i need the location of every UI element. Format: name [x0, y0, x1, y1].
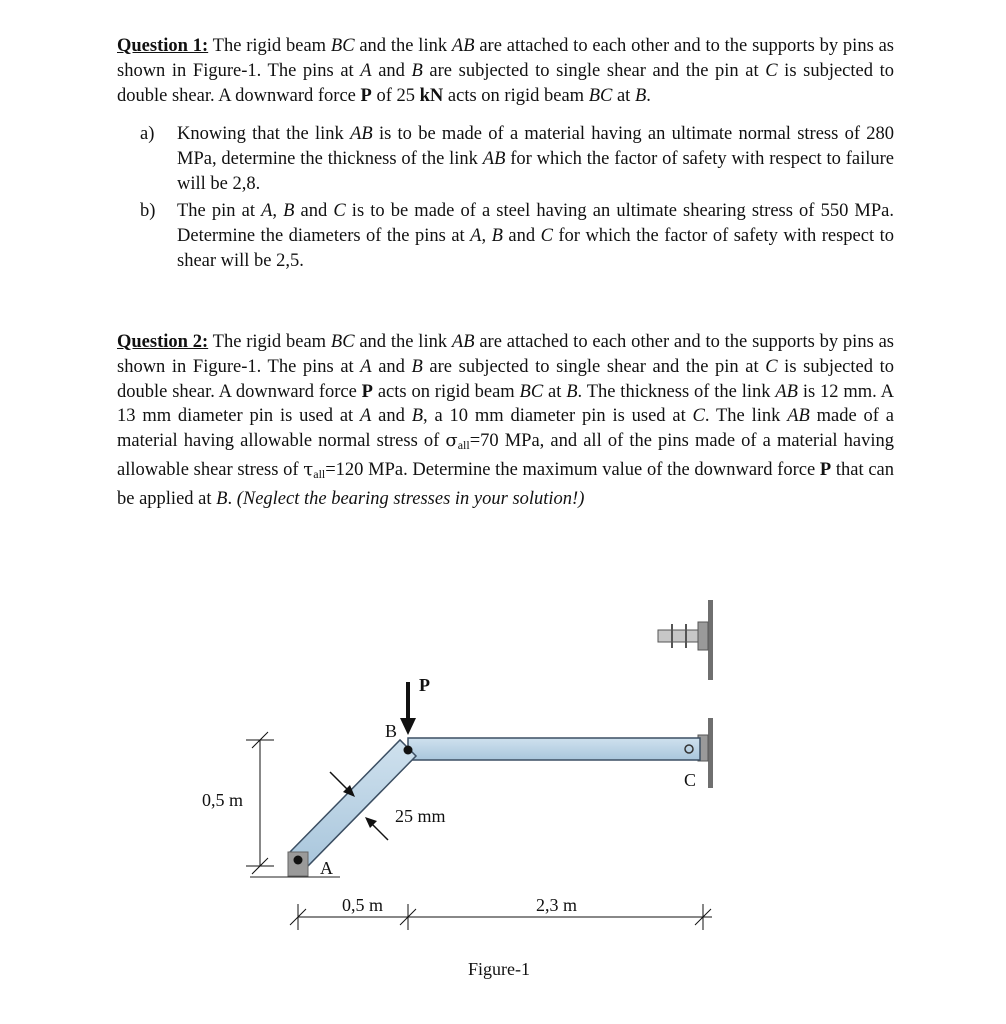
text-run: is subjected to double shear. A downward force: [117, 60, 894, 106]
text-run: B: [411, 406, 424, 427]
pin-a: [294, 856, 303, 865]
text-run: BC: [519, 381, 544, 402]
text-run: are attached to each other and to the supports by pins as shown in Figure-1. The pins at: [117, 36, 894, 81]
text-run: P: [361, 381, 373, 402]
text-run: AB: [350, 124, 373, 144]
text-run: are subjected to single shear and the pin at: [422, 60, 766, 81]
text-run: (Neglect the bearing stresses in your solution!): [236, 488, 585, 509]
list-marker: b): [140, 201, 156, 221]
question-1-part-a: [140, 122, 894, 196]
force-p-arrow: [400, 682, 416, 735]
text-run: AB: [482, 148, 506, 169]
text-run: The rigid beam: [208, 332, 331, 352]
text-run: B: [283, 201, 295, 221]
text-run: . The link: [704, 406, 788, 427]
text-run: C: [765, 60, 778, 81]
question-1-part-b: [140, 199, 894, 273]
beam-bc: [408, 738, 700, 760]
text-run: AB: [775, 381, 798, 402]
part-b-text: [177, 199, 894, 273]
horizontal-ab-label: 0,5 m: [342, 895, 384, 915]
text-run: B: [634, 85, 647, 106]
point-a-label: A: [320, 858, 333, 878]
text-run: and: [371, 60, 412, 81]
subscript: all: [313, 466, 326, 481]
text-run: is to be made of a material having an ultimate normal stress of 280 MPa, determine the thickness of the link: [177, 124, 894, 169]
text-run: C: [692, 406, 705, 427]
text-run: The rigid beam: [208, 36, 331, 56]
sigma-symbol: σ: [445, 430, 458, 452]
text-run: at: [543, 381, 567, 402]
text-run: and: [294, 201, 334, 221]
text-run: The pin at: [177, 201, 262, 221]
text-run: .: [646, 85, 651, 106]
text-run: is to be made of a steel having an ultimate shearing stress of 550 MPa. Determine the diameters of the pins at: [177, 201, 894, 246]
question-1-label: Question 1:: [117, 36, 209, 56]
wall-plate: [708, 600, 713, 680]
text-run: of 25: [371, 85, 420, 106]
text-run: acts on rigid beam: [443, 85, 589, 106]
text-run: B: [216, 488, 228, 509]
text-run: AB: [451, 332, 475, 352]
text-run: .: [227, 488, 237, 509]
text-run: P: [360, 85, 372, 106]
text-run: A: [360, 356, 372, 377]
text-run: . The thickness of the link: [577, 381, 776, 402]
text-run: B: [566, 381, 578, 402]
text-run: and: [371, 406, 412, 427]
beam-end-detail: [658, 630, 698, 642]
text-run: B: [491, 225, 503, 246]
text-run: and: [502, 225, 541, 246]
text-run: A: [261, 201, 273, 221]
text-run: kN: [419, 85, 444, 106]
text-run: and the link: [354, 332, 452, 352]
tau-symbol: τ: [303, 458, 314, 480]
text-run: at: [612, 85, 635, 106]
text-run: A: [360, 60, 372, 81]
question-1-paragraph: [117, 34, 894, 108]
text-run: B: [411, 356, 423, 377]
pin-b: [404, 746, 413, 755]
text-run: AB: [451, 36, 475, 56]
text-run: BC: [588, 85, 613, 106]
force-label: P: [419, 675, 430, 695]
wall-plate: [708, 718, 713, 788]
support-c-detail: [658, 600, 713, 680]
text-run: is subjected to double shear. A downward force: [117, 356, 894, 402]
point-b-label: B: [385, 721, 398, 741]
text-run: B: [411, 60, 423, 81]
text-run: is 12 mm. A 13 mm diameter pin is used at: [117, 381, 894, 427]
text-run: C: [333, 201, 346, 221]
text-run: BC: [330, 36, 355, 56]
text-run: made of a material having allowable normal stress of: [117, 406, 894, 452]
horizontal-bc-label: 2,3 m: [536, 895, 578, 915]
text-run: =70 MPa, and all of the pins made of a material having allowable shear stress of: [117, 431, 895, 480]
list-marker: a): [140, 124, 155, 144]
height-dimension-label: 0,5 m: [202, 790, 244, 810]
text-run: A: [470, 225, 482, 246]
text-run: =120 MPa. Determine the maximum value of the downward force: [325, 459, 820, 480]
text-run: ,: [272, 201, 284, 221]
text-run: are subjected to single shear and the pin at: [422, 356, 766, 377]
point-c-label: C: [684, 770, 697, 790]
text-run: C: [765, 356, 778, 377]
bracket: [698, 622, 708, 650]
text-run: , a 10 mm diameter pin is used at: [423, 406, 693, 427]
text-run: acts on rigid beam: [372, 381, 520, 402]
text-run: Knowing that the link: [177, 124, 351, 144]
figure-caption: Figure-1: [468, 959, 530, 979]
text-run: C: [540, 225, 553, 246]
subscript: all: [457, 438, 470, 453]
text-run: and: [371, 356, 412, 377]
text-run: that can be applied at: [117, 459, 895, 509]
text-run: A: [360, 406, 372, 427]
text-run: BC: [330, 332, 355, 352]
link-width-label: 25 mm: [395, 806, 446, 826]
text-run: ,: [481, 225, 492, 246]
text-run: for which the factor of safety with respect to failure will be 2,8.: [177, 148, 894, 194]
text-run: are attached to each other and to the supports by pins as shown in Figure-1. The pins at: [117, 332, 894, 377]
arrow-head: [400, 718, 416, 735]
question-2-label: Question 2:: [117, 332, 209, 352]
link-ab: [290, 740, 416, 868]
height-dimension: [246, 732, 274, 874]
text-run: and the link: [354, 36, 452, 56]
text-run: P: [819, 459, 832, 480]
text-run: AB: [787, 406, 810, 427]
text-run: for which the factor of safety with respect to shear will be 2,5.: [177, 225, 894, 271]
part-a-text: [177, 122, 894, 196]
question-2-paragraph: [117, 330, 894, 512]
figure-1-diagram: [190, 590, 750, 990]
